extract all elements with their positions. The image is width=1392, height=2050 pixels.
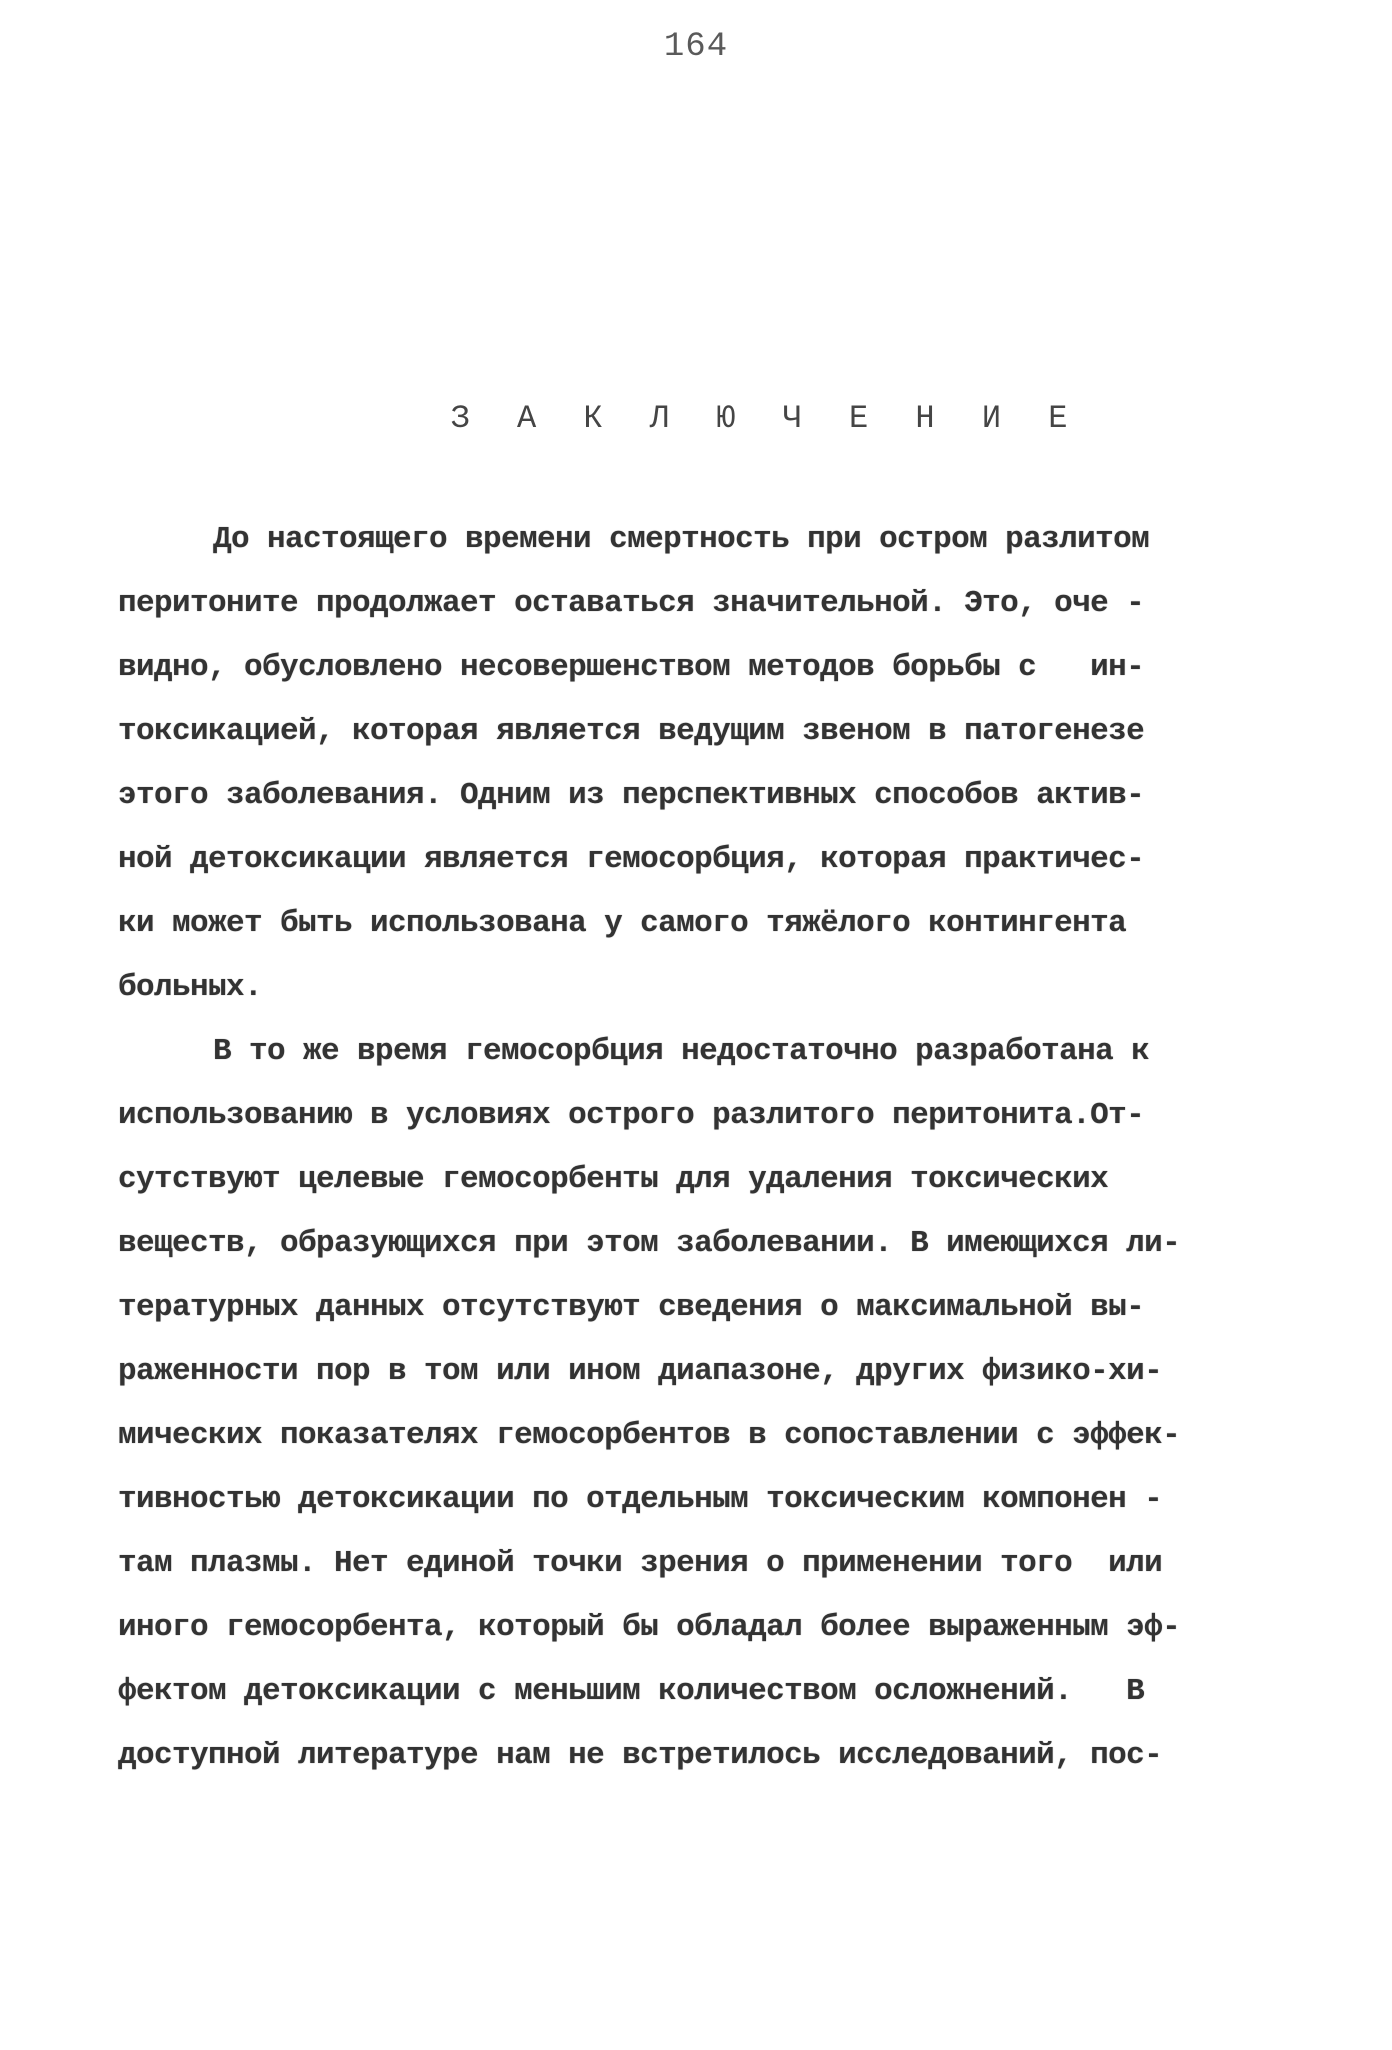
- text-line: ной детоксикации является гемосорбция, которая практичес-: [118, 842, 1145, 877]
- text-line: мических показателях гемосорбентов в сопоставлении с эффек-: [118, 1418, 1181, 1453]
- text-line: раженности пор в том или ином диапазоне, других физико-хи-: [118, 1354, 1163, 1389]
- text-line: До настоящего времени смертность при остром разлитом: [213, 522, 1150, 557]
- text-line: там плазмы. Нет единой точки зрения о применении того или: [118, 1546, 1163, 1581]
- paragraph-2: [118, 1020, 1278, 1788]
- text-line: токсикацией, которая является ведущим звеном в патогенезе: [118, 714, 1145, 749]
- text-line: сутствуют целевые гемосорбенты для удаления токсических: [118, 1162, 1109, 1197]
- text-line: доступной литературе нам не встретилось исследований, пос-: [118, 1738, 1163, 1773]
- text-line: ки может быть использована у самого тяжёлого контингента: [118, 906, 1127, 941]
- text-line: иного гемосорбента, который бы обладал более выраженным эф-: [118, 1610, 1181, 1645]
- text-line: фектом детоксикации с меньшим количеством осложнений. В: [118, 1674, 1145, 1709]
- text-line: веществ, образующихся при этом заболевании. В имеющихся ли-: [118, 1226, 1181, 1261]
- page-number: 164: [663, 28, 729, 66]
- section-heading: З А К Л Ю Ч Е Н И Е: [450, 400, 1082, 437]
- text-line: тературных данных отсутствуют сведения о максимальной вы-: [118, 1290, 1145, 1325]
- text-line: перитоните продолжает оставаться значительной. Это, оче -: [118, 586, 1145, 621]
- text-line: использованию в условиях острого разлитого перитонита.От-: [118, 1098, 1145, 1133]
- text-line: тивностью детоксикации по отдельным токсическим компонен -: [118, 1482, 1163, 1517]
- text-line: видно, обусловлено несовершенством методов борьбы с ин-: [118, 650, 1145, 685]
- body-text: [118, 508, 1278, 1788]
- text-line: этого заболевания. Одним из перспективных способов актив-: [118, 778, 1145, 813]
- text-line: больных.: [118, 970, 263, 1005]
- paragraph-1: [118, 508, 1278, 1020]
- text-line: В то же время гемосорбция недостаточно разработана к: [213, 1034, 1150, 1069]
